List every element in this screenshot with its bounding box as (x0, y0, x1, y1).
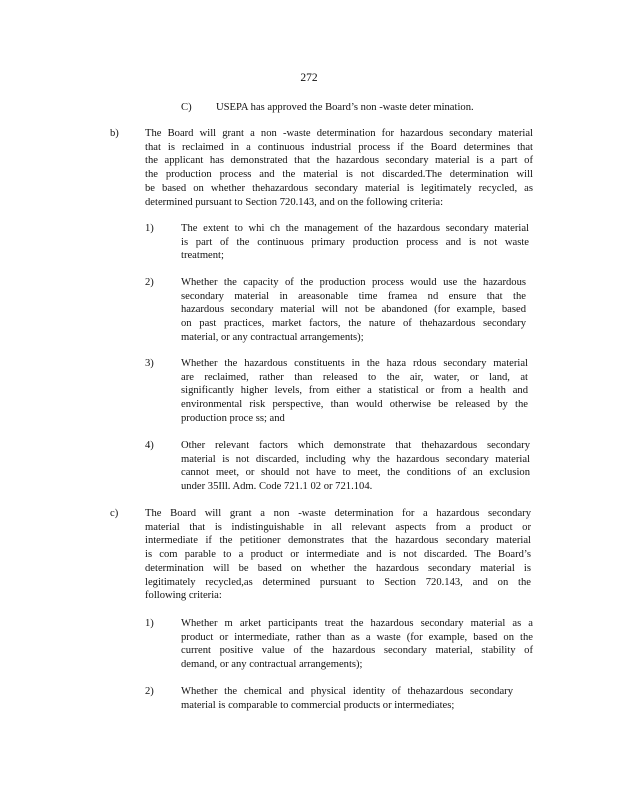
text-line: production proce ss; and (181, 412, 285, 424)
text-line: material is not discarded, including why the hazardous secondary material (181, 453, 530, 465)
text-line: determination will be based on whether the hazardous secondary material is (145, 562, 531, 574)
text-line: environmental risk perspective, than would otherwise be released by the (181, 399, 528, 411)
clause-text (181, 617, 533, 686)
clause-text (216, 101, 506, 128)
clause-marker: 2) (145, 277, 154, 288)
text-line: that is reclaimed in a continuous industrial process if the Board determines that (145, 141, 533, 153)
text-line: treatment; (181, 250, 224, 262)
clause-marker: b) (110, 128, 119, 139)
text-line: intermediate if the petitioner demonstrates that the hazardous secondary material (145, 535, 531, 547)
text-line: product or intermediate, rather than as a waste (for example, based on the (181, 631, 533, 643)
clause-marker: C) (181, 102, 192, 113)
text-line: material that is indistinguishable in all relevant aspects from a product or (145, 521, 531, 533)
text-line: on past practices, market factors, the nature of thehazardous secondary (181, 318, 526, 330)
text-line: Whether the hazardous constituents in the haza rdous secondary material (181, 358, 528, 369)
text-line: are reclaimed, rather than released to the air, water, or land, at (181, 371, 528, 383)
text-line: is com parable to a product or intermediate and is not discarded. The Board’s (145, 549, 531, 561)
clause-marker: 2) (145, 686, 154, 697)
text-line: USEPA has approved the Board’s non -waste deter mination. (216, 102, 474, 113)
clause-text (145, 507, 531, 617)
clause-text (181, 222, 529, 277)
text-line: following criteria: (145, 590, 222, 602)
text-line: Whether the chemical and physical identity of thehazardous secondary (181, 686, 513, 697)
text-line: the applicant has demonstrated that the hazardous secondary material is a part of (145, 155, 533, 167)
text-line: is part of the continuous primary production process and is not waste (181, 236, 529, 248)
text-line: Whether the capacity of the production process would use the hazardous (181, 277, 526, 288)
text-line: demand, or any contractual arrangements); (181, 659, 363, 671)
text-line: material is comparable to commercial products or intermediates; (181, 699, 455, 711)
clause-text (181, 685, 513, 726)
page-number: 272 (300, 72, 318, 84)
text-line: the production process and the material is not discarded.The determination will (145, 169, 533, 181)
clause-marker: c) (110, 508, 119, 519)
text-line: The extent to whi ch the management of the hazardous secondary material (181, 223, 529, 234)
text-line: material, or any contractual arrangements); (181, 331, 364, 343)
text-line: cannot meet, or should not have to meet, the conditions of an exclusion (181, 467, 530, 479)
text-line: significantly higher levels, from either a statistical or from a health and (181, 385, 528, 397)
text-line: Whether m arket participants treat the hazardous secondary material as a (181, 618, 533, 629)
text-line: legitimately recycled,as determined pursuant to Section 720.143, and on the (145, 576, 531, 588)
text-line: The Board will grant a non -waste determination for hazardous secondary material (145, 128, 533, 139)
clause-text (145, 127, 533, 223)
text-line: hazardous secondary material will not be abandoned (for example, based (181, 304, 526, 316)
text-line: determined pursuant to Section 720.143, and on the following criteria: (145, 196, 444, 208)
clause-marker: 1) (145, 618, 154, 629)
clause-text (181, 357, 528, 439)
text-line: under 35Ill. Adm. Code 721.1 02 or 721.104. (181, 481, 373, 493)
clause-text (181, 276, 526, 358)
clause-marker: 1) (145, 223, 154, 234)
text-line: Other relevant factors which demonstrate that thehazardous secondary (181, 440, 530, 451)
clause-marker: 4) (145, 440, 154, 451)
clause-text (181, 439, 530, 508)
text-line: current positive value of the hazardous secondary material, stability of (181, 645, 533, 657)
text-line: be based on whether thehazardous secondary material is legitimately recycled, as (145, 182, 533, 194)
text-line: secondary material in areasonable time framea nd ensure that the (181, 290, 526, 302)
clause-marker: 3) (145, 358, 154, 369)
text-line: The Board will grant a non -waste determination for a hazardous secondary (145, 508, 531, 519)
